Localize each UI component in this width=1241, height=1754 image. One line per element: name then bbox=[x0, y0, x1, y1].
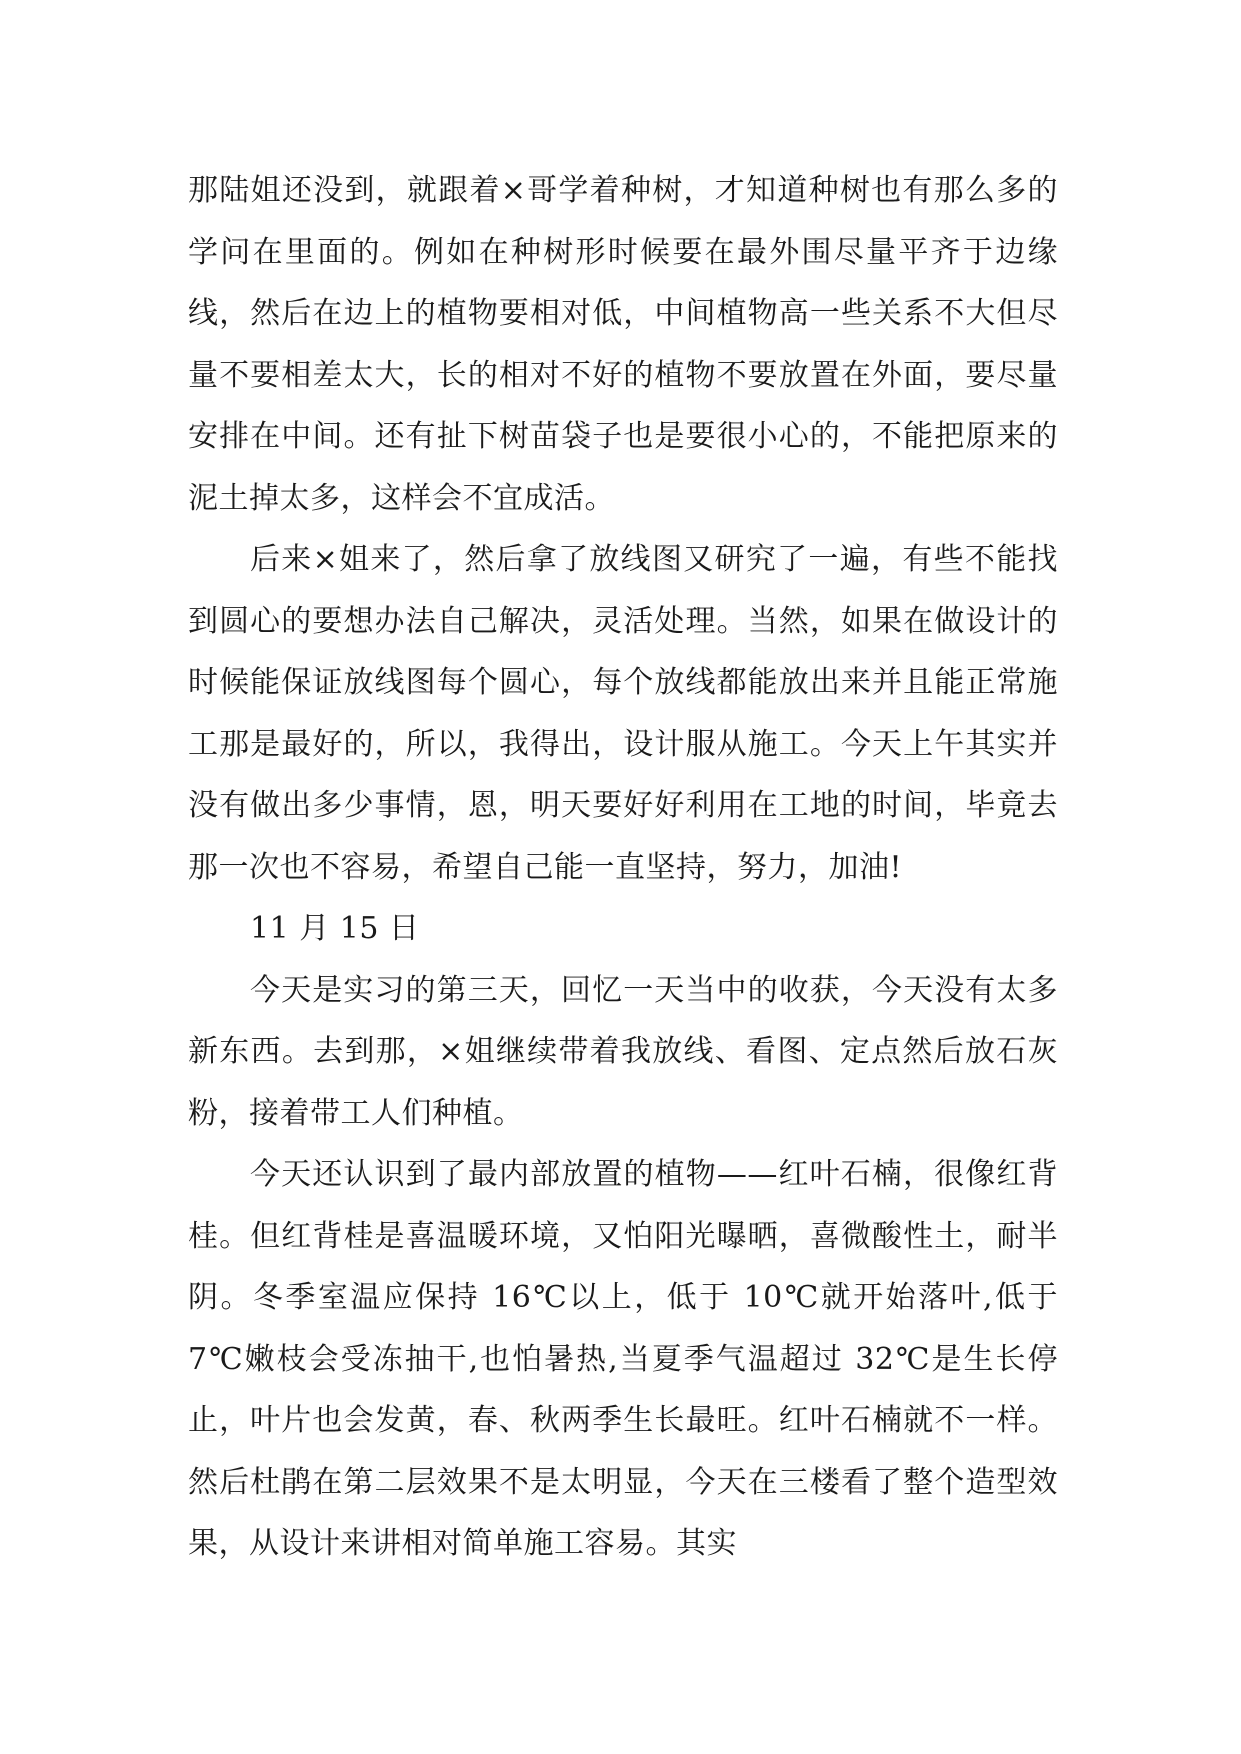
paragraph-third-day: 今天是实习的第三天，回忆一天当中的收获，今天没有太多新东西。去到那，×姐继续带着我放线、看图、定点然后放石灰粉，接着带工人们种植。 bbox=[188, 972, 1058, 1131]
paragraph-planting-tips: 那陆姐还没到，就跟着×哥学着种树，才知道种树也有那么多的学问在里面的。例如在种树形时候要在最外围尽量平齐于边缘线，然后在边上的植物要相对低，中间植物高一些关系不大但尽量不要相差太大，长的相对不好的植物不要放置在外面，要尽量安排在中间。还有扯下树苗袋子也是要很小心的，不能把原来的泥土掉太多，这样会不宜成活。 bbox=[188, 173, 1058, 516]
body-text bbox=[188, 160, 1058, 1575]
paragraph-layout-drawing: 后来×姐来了，然后拿了放线图又研究了一遍，有些不能找到圆心的要想办法自己解决，灵活处理。当然，如果在做设计的时候能保证放线图每个圆心，每个放线都能放出来并且能正常施工那是最好的，所以，我得出，设计服从施工。今天上午其实并没有做出多少事情，恩，明天要好好利用在工地的时间，毕竟去那一次也不容易，希望自己能一直坚持，努力，加油! bbox=[188, 542, 1058, 885]
paragraph-plant-notes: 今天还认识到了最内部放置的植物——红叶石楠，很像红背桂。但红背桂是喜温暖环境，又怕阳光曝晒，喜微酸性土，耐半阴。冬季室温应保持 16℃以上，低于 10℃就开始落叶,低于 7℃嫩枝会受冻抽干,也怕暑热,当夏季气温超过 32℃是生长停止，叶片也会发黄，春、秋两季生长最旺。红叶石楠就不一样。然后杜鹃在第二层效果不是太明显，今天在三楼看了整个造型效果，从设计来讲相对简单施工容易。其实 bbox=[188, 1157, 1058, 1561]
date-heading: 11 月 15 日 bbox=[250, 911, 420, 946]
